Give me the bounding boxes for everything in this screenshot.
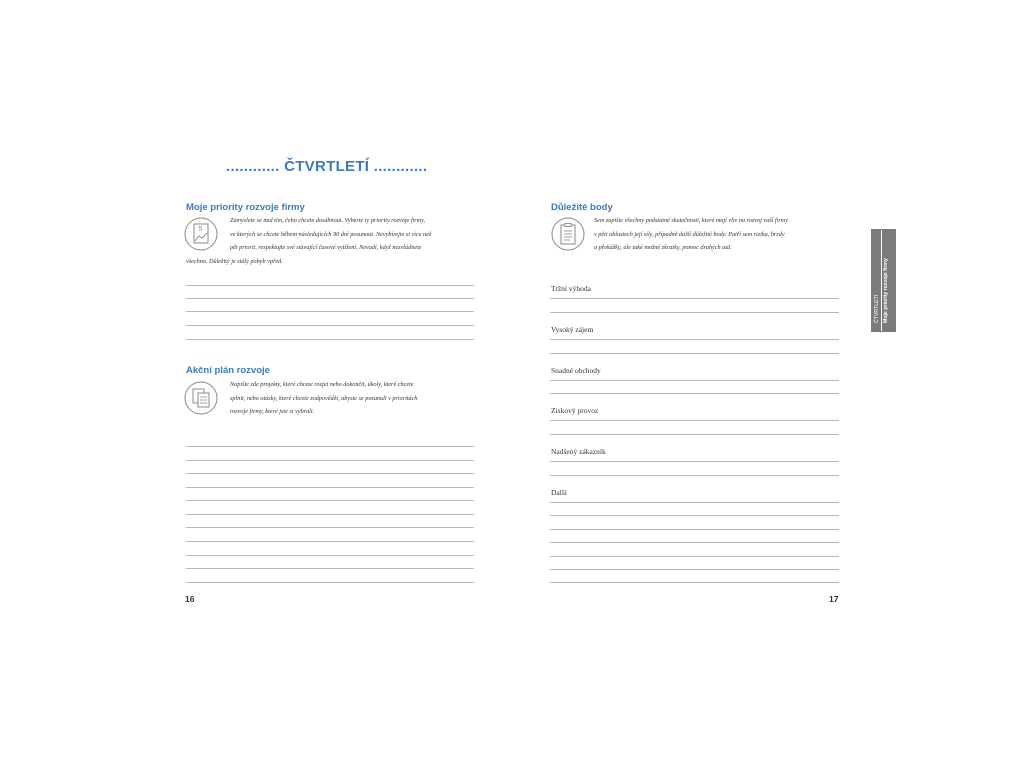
point-label-enthusiastic-customer: Nadšený zákazník xyxy=(551,447,606,456)
writing-line[interactable] xyxy=(550,353,839,354)
writing-line[interactable] xyxy=(550,529,839,530)
writing-line[interactable] xyxy=(186,473,474,474)
point-label-high-interest: Vysoký zájem xyxy=(551,325,594,334)
writing-line[interactable] xyxy=(550,569,839,570)
intro-line: všechno. Důležitý je stálý pohyb vpřed. xyxy=(186,258,283,265)
writing-line[interactable] xyxy=(550,380,839,381)
writing-line[interactable] xyxy=(550,434,839,435)
writing-line[interactable] xyxy=(186,541,474,542)
tab-quarter-label: ČTVRTLETÍ xyxy=(874,294,880,323)
writing-line[interactable] xyxy=(186,460,474,461)
priorities-intro xyxy=(230,214,480,255)
priorities-title: Moje priority rozvoje firmy xyxy=(186,202,305,213)
writing-line[interactable] xyxy=(186,568,474,569)
writing-line[interactable] xyxy=(186,527,474,528)
writing-line[interactable] xyxy=(550,393,839,394)
writing-line[interactable] xyxy=(186,311,474,312)
intro-line: Napište zde projekty, které chcete rozjet nebo dokončit, úkoly, které chcete xyxy=(230,381,414,388)
writing-line[interactable] xyxy=(186,514,474,515)
writing-line[interactable] xyxy=(186,500,474,501)
key-points-intro xyxy=(594,214,844,255)
documents-icon xyxy=(184,381,218,415)
writing-line[interactable] xyxy=(186,339,474,340)
side-tab xyxy=(871,229,896,332)
writing-line[interactable] xyxy=(550,556,839,557)
intro-line: splnit, nebo otázky, které chcete zodpovědět, abyste se posunuli v prioritách xyxy=(230,394,418,402)
clipboard-icon xyxy=(551,217,585,251)
point-label-other: Další xyxy=(551,488,567,497)
writing-line[interactable] xyxy=(550,502,839,503)
writing-line[interactable] xyxy=(186,325,474,326)
intro-line: rozvoje firmy, které jste si vybrali. xyxy=(230,408,315,415)
intro-line: a překážky, ale také možné zkratky, pomoc druhých atd. xyxy=(594,244,732,251)
writing-line[interactable] xyxy=(550,542,839,543)
writing-line[interactable] xyxy=(186,285,474,286)
intro-line: ve kterých se chcete během následujících 90 dní posunout. Nevybírejte si více než xyxy=(230,230,432,238)
intro-line: v pěti oblastech její síly, případně další důležité body. Patří sem rizika, brzdy xyxy=(594,230,785,238)
priorities-intro-last xyxy=(186,255,486,269)
quarter-title: ............ ČTVRTLETÍ ............ xyxy=(226,158,428,175)
writing-line[interactable] xyxy=(550,582,839,583)
writing-line[interactable] xyxy=(186,555,474,556)
tab-section-label: Moje priority rozvoje firmy xyxy=(883,258,889,323)
writing-line[interactable] xyxy=(186,446,474,447)
key-points-title: Důležité body xyxy=(551,202,613,213)
writing-line[interactable] xyxy=(550,420,839,421)
writing-line[interactable] xyxy=(550,475,839,476)
action-plan-title: Akční plán rozvoje xyxy=(186,365,270,376)
action-plan-intro xyxy=(230,378,480,419)
point-label-profitable-operation: Ziskový provoz xyxy=(551,406,599,415)
intro-line: pět priorit, respektujte své stávající časové vytížení. Nevadí, když nezvládnete xyxy=(230,244,422,251)
writing-line[interactable] xyxy=(550,339,839,340)
writing-line[interactable] xyxy=(550,461,839,462)
writing-line[interactable] xyxy=(550,312,839,313)
writing-line[interactable] xyxy=(186,487,474,488)
page-number-right: 17 xyxy=(829,594,839,604)
svg-text:5: 5 xyxy=(198,226,203,233)
writing-line[interactable] xyxy=(186,298,474,299)
writing-line[interactable] xyxy=(550,515,839,516)
writing-line[interactable] xyxy=(550,298,839,299)
intro-line: Zamyslete se nad tím, čeho chcete dosáhnout. Vyberte ty priority rozvoje firmy, xyxy=(230,217,426,224)
writing-line[interactable] xyxy=(186,582,474,583)
calendar-chart-icon xyxy=(184,217,218,251)
point-label-easy-deals: Snadné obchody xyxy=(551,366,601,375)
intro-line: Sem zapište všechny podstatné skutečnosti, které mají vliv na rozvoj vaší firmy xyxy=(594,217,788,224)
point-label-market-advantage: Tržní výhoda xyxy=(551,284,591,293)
page-number-left: 16 xyxy=(185,594,195,604)
